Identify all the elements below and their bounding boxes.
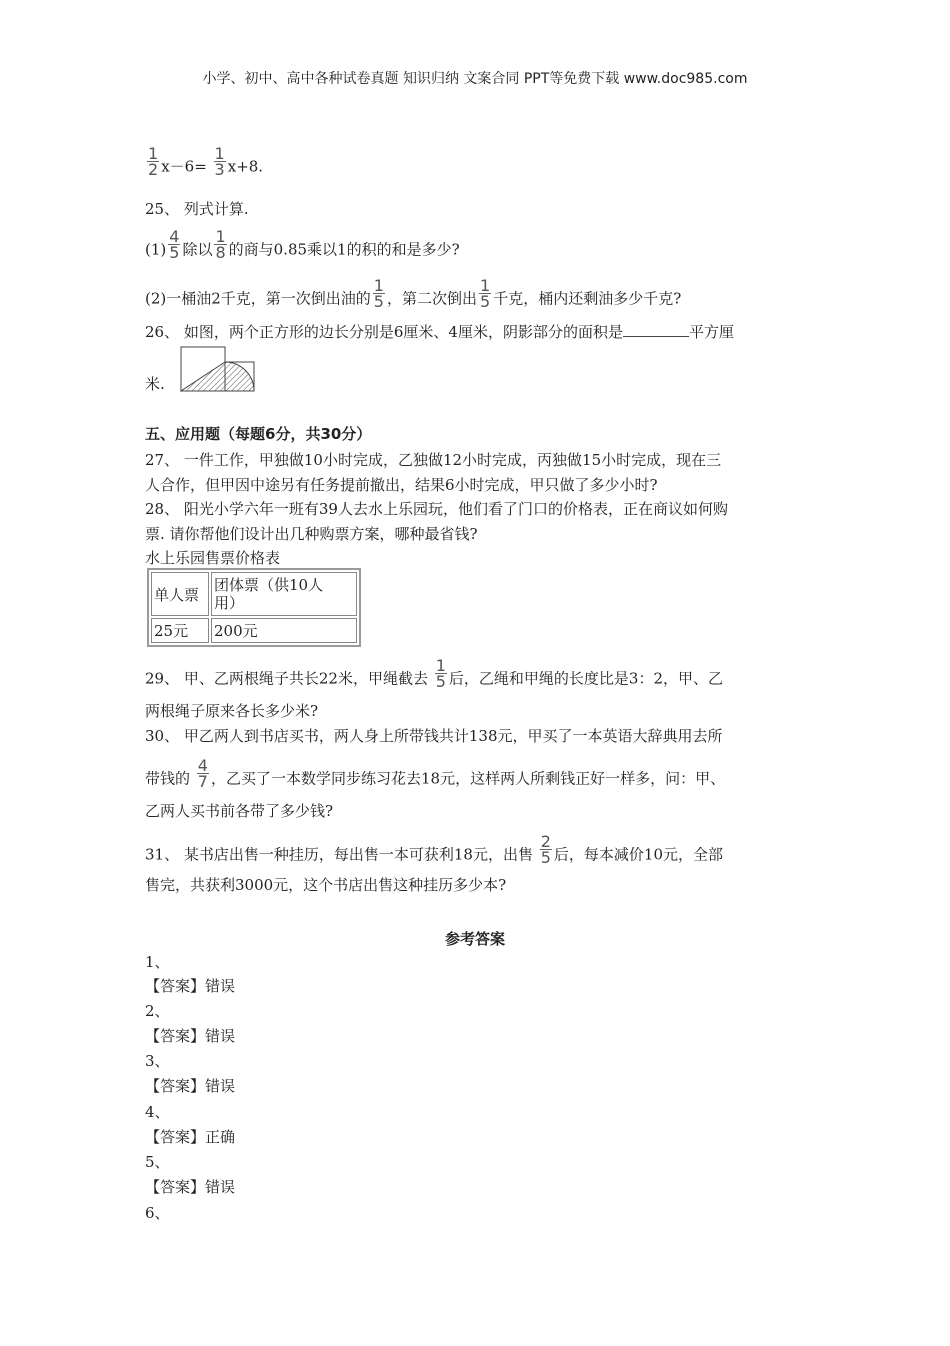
q25-part2: (2)一桶油2千克，第一次倒出油的 $\frac{1}{5}$ ，第二次倒出 $\frac{1}{5}$ 千克，桶内还剩油多少千克? bbox=[145, 276, 682, 311]
answer-number: 4、 bbox=[145, 1103, 170, 1121]
fraction: $\frac{1}{3}$ bbox=[214, 144, 225, 179]
answer-text: 【答案】错误 bbox=[145, 1077, 236, 1095]
q28-line1: 28、 阳光小学六年一班有39人去水上乐园玩，他们看了门口的价格表，正在商议如何购 bbox=[145, 500, 728, 518]
table-cell: 25元 bbox=[151, 618, 209, 643]
answer-number: 6、 bbox=[145, 1204, 170, 1222]
q30-line3: 乙两人买书前各带了多少钱? bbox=[145, 802, 334, 820]
table-header-cell: 团体票（供10人 用） bbox=[211, 572, 357, 616]
table-cell: 200元 bbox=[211, 618, 357, 643]
price-table bbox=[147, 568, 361, 647]
q28-line2: 票. 请你帮他们设计出几种购票方案，哪种最省钱? bbox=[145, 525, 478, 543]
q29-line2: 两根绳子原来各长多少米? bbox=[145, 702, 319, 720]
answer-number: 5、 bbox=[145, 1153, 170, 1171]
q30-line1: 30、 甲乙两人到书店买书，两人身上所带钱共计138元，甲买了一本英语大辞典用去所 bbox=[145, 727, 723, 745]
q26-text: 26、 如图，两个正方形的边长分别是6厘米、4厘米，阴影部分的面积是 平方厘 bbox=[145, 323, 734, 341]
q25-title: 25、 列式计算. bbox=[145, 200, 249, 218]
q29-line1: 29、 甲、乙两根绳子共长22米，甲绳截去 $\frac{1}{5}$ 后，乙绳和甲绳的长度比是3：2，甲、乙 bbox=[145, 656, 724, 691]
answer-text: 【答案】正确 bbox=[145, 1128, 236, 1146]
answers-title: 参考答案 bbox=[444, 930, 505, 948]
section-heading: 五、应用题（每题6分，共30分） bbox=[145, 425, 372, 443]
answer-text: 【答案】错误 bbox=[145, 1178, 236, 1196]
q30-line2: 带钱的 $\frac{4}{7}$ ，乙买了一本数学同步练习花去18元，这样两人所剩钱正好一样多，问：甲、 bbox=[145, 756, 726, 791]
table-title: 水上乐园售票价格表 bbox=[145, 549, 281, 567]
equation-line: $\frac{1}{2}$ x－6= $\frac{1}{3}$ x+8. bbox=[148, 144, 264, 179]
answer-number: 3、 bbox=[145, 1052, 170, 1070]
table-header-cell: 单人票 bbox=[151, 572, 209, 616]
q27-line2: 人合作，但甲因中途另有任务提前撤出，结果6小时完成，甲只做了多少小时? bbox=[145, 476, 658, 494]
fraction: $\frac{1}{2}$ bbox=[148, 144, 159, 179]
page-header: 小学、初中、高中各种试卷真题 知识归纳 文案合同 PPT等免费下载 www.doc985.com bbox=[202, 71, 748, 87]
answer-text: 【答案】错误 bbox=[145, 977, 236, 995]
q26-unit-cont: 米. bbox=[145, 375, 165, 393]
answer-blank bbox=[623, 322, 689, 337]
q31-line1: 31、 某书店出售一种挂历，每出售一本可获利18元，出售 $\frac{2}{5}$ 后，每本减价10元，全部 bbox=[145, 832, 724, 867]
q27-line1: 27、 一件工作，甲独做10小时完成，乙独做12小时完成，丙独做15小时完成，现在三 bbox=[145, 451, 722, 469]
squares-figure bbox=[180, 346, 258, 394]
q31-line2: 售完，共获利3000元，这个书店出售这种挂历多少本? bbox=[145, 876, 507, 894]
answer-text: 【答案】错误 bbox=[145, 1027, 236, 1045]
answer-number: 2、 bbox=[145, 1002, 170, 1020]
q25-part1: (1) $\frac{4}{5}$ 除以 $\frac{1}{8}$ 的商与0.85乘以1的积的和是多少? bbox=[145, 227, 460, 262]
answer-number: 1、 bbox=[145, 953, 170, 971]
